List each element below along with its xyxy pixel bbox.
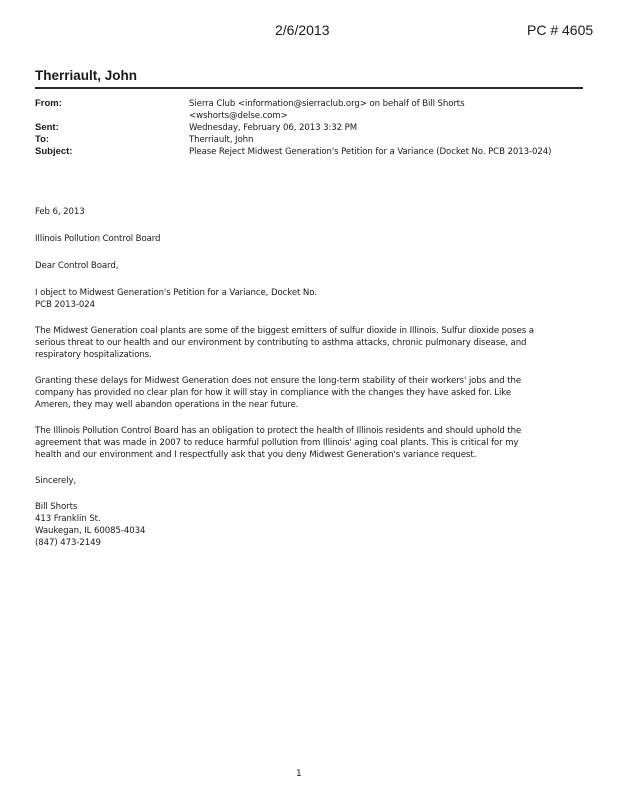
from-row	[35, 98, 583, 110]
from-email-address: <wshorts@delse.com>	[189, 111, 288, 121]
letter-recipient: Illinois Pollution Control Board	[35, 234, 161, 244]
sent-row	[35, 122, 583, 134]
letter-salutation: Dear Control Board,	[35, 261, 119, 271]
sender-name: Therriault, John	[35, 68, 138, 83]
letter-closing: Sincerely,	[35, 476, 77, 486]
signature-name: Bill Shorts	[35, 502, 78, 512]
sent-value: Wednesday, February 06, 2013 3:32 PM	[189, 123, 358, 133]
from-continuation-label	[35, 110, 189, 122]
page-number: 1	[296, 769, 302, 779]
signature-phone: (847) 473-2149	[35, 538, 101, 548]
paragraph-1-line-3: respiratory hospitalizations.	[35, 350, 152, 360]
from-value: Sierra Club <information@sierraclub.org> on behalf of Bill Shorts	[189, 99, 465, 109]
subject-value: Please Reject Midwest Generation's Petition for a Variance (Docket No. PCB 2013-024)	[189, 147, 552, 157]
email-header-fields	[35, 98, 583, 158]
paragraph-2-line-1: Granting these delays for Midwest Generation does not ensure the long-term stability of their workers' jobs and the	[35, 376, 522, 386]
objection-line: I object to Midwest Generation's Petition for a Variance, Docket No.	[35, 288, 317, 298]
page-header-pc-number: PC # 4605	[527, 22, 594, 38]
signature-city: Waukegan, IL 60085-4034	[35, 526, 146, 536]
paragraph-1-line-1: The Midwest Generation coal plants are some of the biggest emitters of sulfur dioxide in Illinois. Sulfur dioxide poses a	[35, 326, 534, 336]
paragraph-3-line-2: agreement that was made in 2007 to reduce harmful pollution from Illinois' aging coal plants. This is critical for my	[35, 438, 519, 448]
paragraph-1-line-2: serious threat to our health and our environment by contributing to asthma attacks, chronic pulmonary disease, and	[35, 338, 527, 348]
sent-label: Sent:	[35, 122, 59, 133]
letter-date: Feb 6, 2013	[35, 207, 85, 217]
to-label: To:	[35, 134, 50, 145]
to-value: Therriault, John	[189, 135, 254, 145]
page-header-date: 2/6/2013	[275, 22, 330, 38]
paragraph-3-line-3: health and our environment and I respectfully ask that you deny Midwest Generation's variance request.	[35, 450, 477, 460]
from-label: From:	[35, 98, 62, 109]
paragraph-2-line-3: Ameren, they may well abandon operations in the near future.	[35, 400, 299, 410]
from-continuation-row	[35, 110, 583, 122]
paragraph-3-line-1: The Illinois Pollution Control Board has an obligation to protect the health of Illinois residents and should uphold the	[35, 426, 522, 436]
header-divider	[35, 87, 583, 89]
objection-docket-line: PCB 2013-024	[35, 300, 95, 310]
subject-label: Subject:	[35, 146, 73, 157]
to-row	[35, 134, 583, 146]
subject-row	[35, 146, 583, 158]
paragraph-2-line-2: company has provided no clear plan for how it will stay in compliance with the changes they have asked for. Like	[35, 388, 512, 398]
signature-street: 413 Franklin St.	[35, 514, 101, 524]
letter-body	[35, 206, 585, 549]
